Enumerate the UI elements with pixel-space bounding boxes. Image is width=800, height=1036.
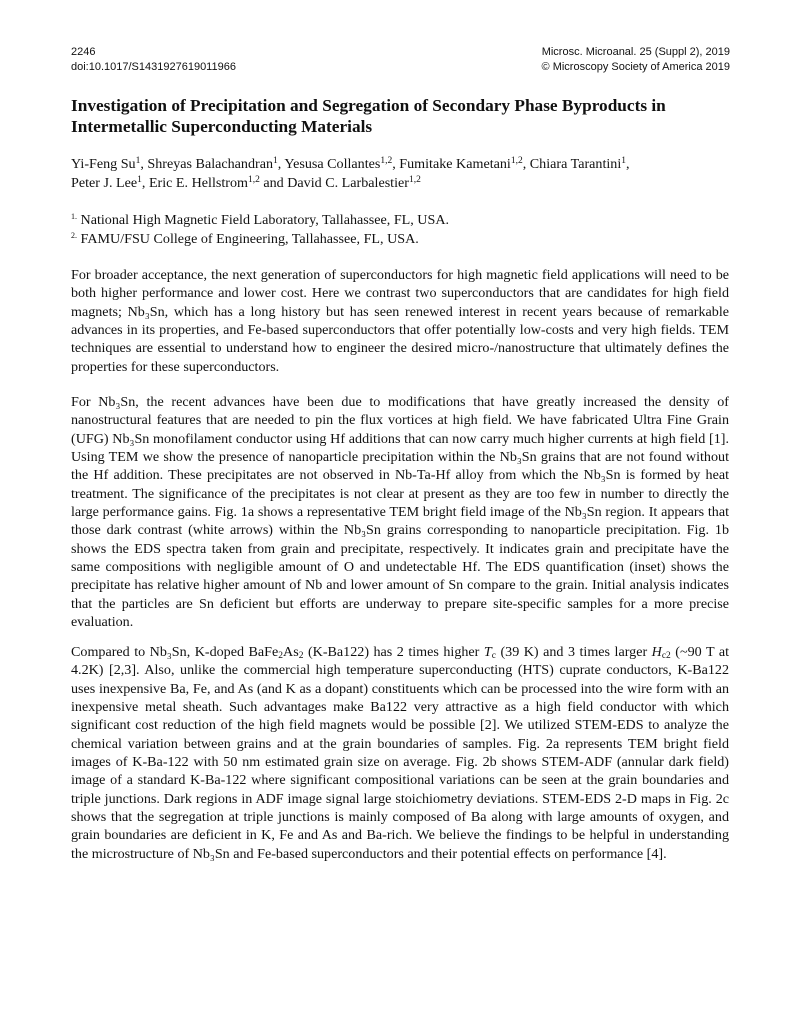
author-affiliation: 1,2 <box>510 156 523 166</box>
separator: , <box>522 156 530 172</box>
affiliation-text: National High Magnetic Field Laboratory, Tallahassee, FL, USA. <box>77 212 450 228</box>
paragraph-1: For broader acceptance, the next generation of superconductors for high magnetic field applications will need to be both higher performance and lower cost. Here we contrast two superconductors that are candidates for high field magnets; Nb₃Sn, which has a long history but has seen renewed interest in recent years because of remarkable advances in its properties, and Fe-based superconductors that offer potentially low-costs and very high fields. TEM techniques are essential to understand how to engineer the desired micro-/nanostructure that ultimately defines the properties for these superconductors. <box>71 267 729 375</box>
author-name: Shreyas Balachandran <box>147 156 274 172</box>
title-line-2: Intermetallic Superconducting Materials <box>71 117 373 136</box>
author-name: David C. Larbalestier <box>287 175 409 191</box>
separator: , <box>141 175 149 191</box>
author-affiliation: 1,2 <box>380 156 393 166</box>
page-number: 2246 <box>71 46 96 58</box>
subscript: 2 <box>278 651 284 661</box>
author-affiliation: 1,2 <box>247 175 260 185</box>
text-run: (39 K) and 3 times larger <box>495 644 652 660</box>
author-list <box>71 155 729 193</box>
author-name: Chiara Tarantini <box>529 156 622 172</box>
header-right <box>542 45 730 75</box>
header-left <box>71 45 236 75</box>
author-affiliation: 1 <box>273 156 278 166</box>
tc-symbol: T <box>483 644 492 660</box>
paper-title <box>71 95 729 137</box>
author-name: Eric E. Hellstrom <box>148 175 248 191</box>
affiliation-item <box>71 211 729 230</box>
paragraph-3 <box>71 643 729 863</box>
subscript: c2 <box>661 651 671 661</box>
separator: , <box>277 156 285 172</box>
author-name: Peter J. Lee <box>71 175 138 191</box>
affiliation-item <box>71 230 729 249</box>
affiliation-marker: 1. <box>71 212 77 221</box>
text-run: As <box>283 644 299 660</box>
author-name: Fumitake Kametani <box>399 156 511 172</box>
text-run: Compared to Nb₃Sn, K-doped BaFe <box>71 644 279 660</box>
journal-citation: Microsc. Microanal. 25 (Suppl 2), 2019 <box>541 46 730 58</box>
paragraph-2: For Nb₃Sn, the recent advances have been due to modifications that have greatly increased the density of nanostructural features that are needed to pin the flux vortices at high field. We have fabricated Ultra Fine Grain (UFG) Nb₃Sn monofilament conductor using Hf additions that can now carry much higher currents at high field [1]. Using TEM we show the presence of nanoparticle precipitation within the Nb₃Sn grains that are not found without the Hf addition. These precipitates are not observed in Nb-Ta-Hf alloy from which the Nb₃Sn is formed by heat treatment. The significance of the precipitates is not clear at present as they are too few in number to directly the large performance gains. Fig. 1a shows a representative TEM bright field image of the Nb₃Sn region. It appears that those dark contrast (white arrows) within the Nb₃Sn grains corresponding to nanoparticle precipitation. Fig. 1b shows the EDS spectra taken from grain and precipitate, respectively. It indicates grain and precipitate have the same compositions with negligible amount of O and undetectable Hf. The EDS quantification (inset) shows the precipitate has relative higher amount of Nb and lower amount of Sn compare to the grain. Initial analysis indicates that the particles are Sn deficient but efforts are underway to prepare site-specific samples for a more precise evaluation. <box>71 394 729 631</box>
author-affiliation: 1 <box>137 175 142 185</box>
separator: , <box>140 156 148 172</box>
subscript: c <box>491 651 496 661</box>
separator: and <box>259 175 288 191</box>
author-affiliation: 1 <box>621 156 627 166</box>
copyright: © Microscopy Society of America 2019 <box>541 61 730 73</box>
author-name: Yi-Feng Su <box>71 156 136 172</box>
separator: , <box>626 156 630 172</box>
separator: , <box>392 156 400 172</box>
text-run: (K-Ba122) has 2 times higher <box>303 644 484 660</box>
author-affiliation: 1,2 <box>408 175 421 185</box>
affiliation-marker: 2. <box>71 231 77 240</box>
subscript: 2 <box>298 651 304 661</box>
title-line-1: Investigation of Precipitation and Segregation of Secondary Phase Byproducts in <box>71 96 666 115</box>
doi: doi:10.1017/S1431927619011966 <box>71 61 236 73</box>
text-run: (~90 T at 4.2K) [2,3]. Also, unlike the commercial high temperature superconducting (HTS) cuprate conductors, K-Ba122 uses inexpensive Ba, Fe, and As (and K as a dopant) constituents which can be processed into the wire form with an inexpensive metal sheath. Such advantages make Ba122 very attractive as a high field conductor with which significant cost reduction of the high field magnets would be possible [2]. We utilized STEM-EDS to analyze the chemical variation between grains and at the grain boundaries of samples. Fig. 2a represents TEM bright field images of K-Ba-122 with 50 nm estimated grain size on average. Fig. 2b shows STEM-ADF (annular dark field) image of a standard K-Ba-122 where significant compositional variations can be seen at the grain boundaries and triple junctions. Dark regions in ADF image signal large stoichiometry deviations. STEM-EDS 2-D maps in Fig. 2c shows that the segregation at triple junctions is mainly composed of Ba along with large amounts of oxygen, and grain boundaries are deficient in K, Fe and As and Ba-rich. We believe the findings to be helpful in understanding the microstructure of Nb₃Sn and Fe-based superconductors and their potential effects on performance [4]. <box>71 644 729 862</box>
hc2-symbol: H <box>651 644 662 660</box>
affiliation-list <box>71 211 729 249</box>
author-name: Yesusa Collantes <box>284 156 381 172</box>
affiliation-text: FAMU/FSU College of Engineering, Tallahassee, FL, USA. <box>77 231 419 247</box>
author-affiliation: 1 <box>135 156 141 166</box>
